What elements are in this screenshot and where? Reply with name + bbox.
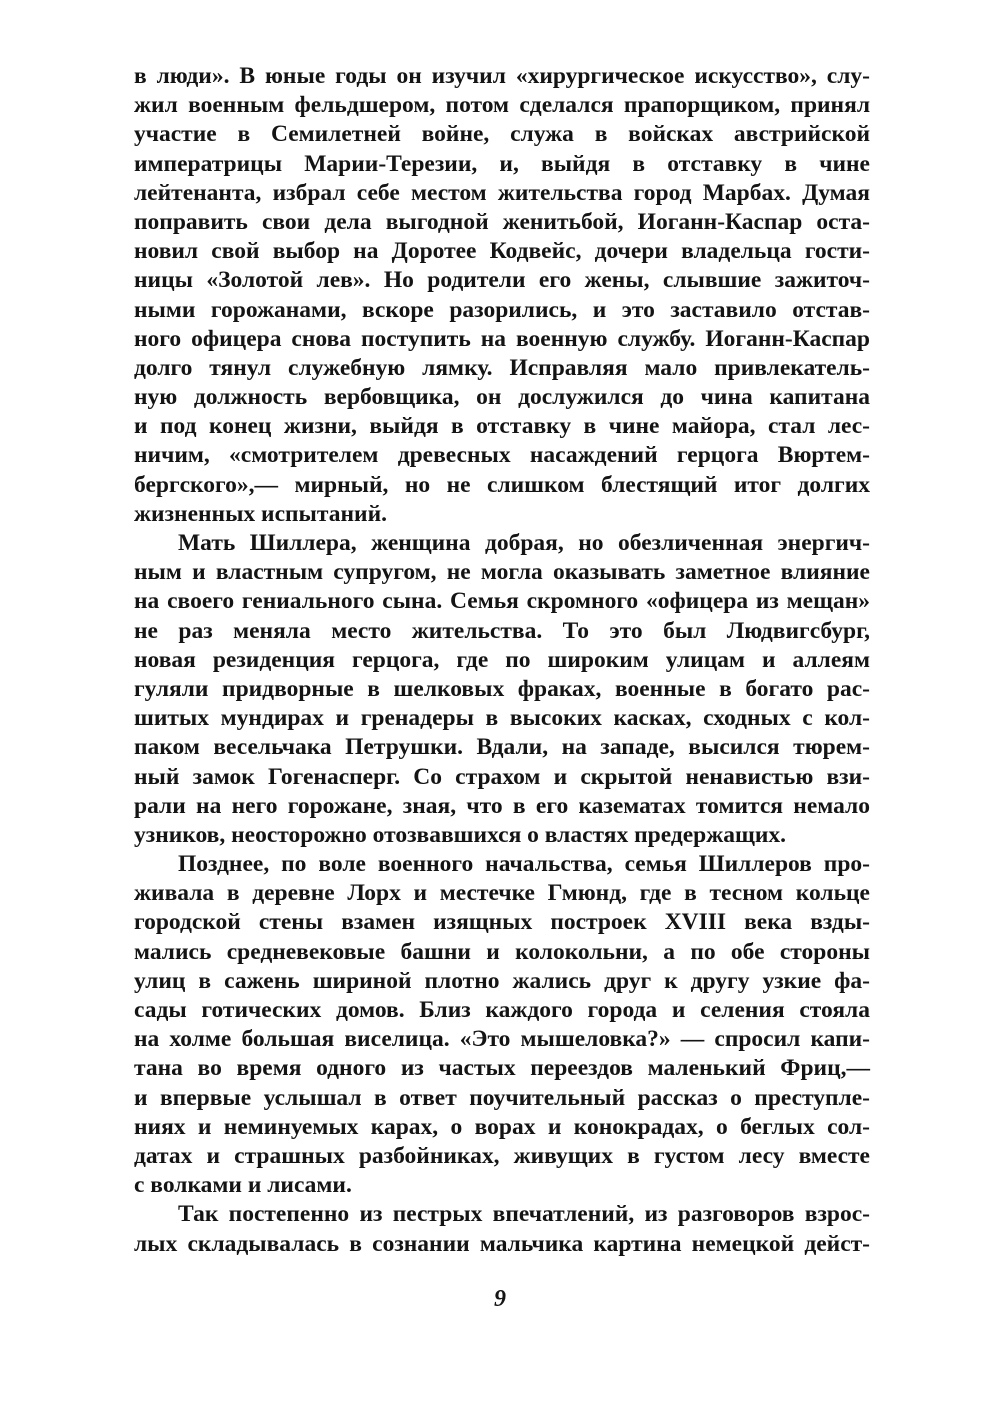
- text-line: живала в деревне Лорх и местечке Гмюнд, где в тесном кольце: [134, 880, 870, 907]
- text-line: мались средневековые башни и колокольни, а по обе стороны: [134, 938, 870, 965]
- text-line: ниях и неминуемых карах, о ворах и конокрадах, о беглых сол-: [134, 1113, 870, 1140]
- text-line: и впервые услышал в ответ поучительный рассказ о преступле-: [134, 1084, 870, 1111]
- paragraph: [134, 1200, 870, 1258]
- text-line: ничим, «смотрителем древесных насаждений герцога Вюртем-: [134, 442, 870, 469]
- body-text: [134, 62, 870, 1259]
- text-line: узников, неосторожно отозвавшихся о властях предержащих.: [134, 821, 787, 848]
- text-line: ную должность вербовщика, он дослужился до чина капитана: [134, 384, 870, 411]
- text-line: тана во время одного из частых переездов маленький Фриц,—: [134, 1055, 870, 1082]
- text-line: новая резиденция герцога, где по широким улицам и аллеям: [134, 646, 870, 673]
- text-line: поправить свои дела выгодной женитьбой, Иоганн-Каспар оста-: [134, 208, 870, 235]
- text-line: долго тянул служебную лямку. Исправляя мало привлекатель-: [134, 354, 870, 381]
- text-line: и под конец жизни, выйдя в отставку в чине майора, стал лес-: [134, 413, 870, 440]
- text-line: паком весельчака Петрушки. Вдали, на западе, высился тюрем-: [134, 734, 870, 761]
- text-line: Позднее, по воле военного начальства, семья Шиллеров про-: [178, 851, 870, 878]
- text-line: датах и страшных разбойниках, живущих в густом лесу вместе: [134, 1142, 870, 1169]
- text-line: на холме большая виселица. «Это мышеловка?» — спросил капи-: [134, 1026, 870, 1053]
- text-line: лых складывалась в сознании мальчика картина немецкой дейст-: [134, 1230, 870, 1257]
- paragraph: [134, 850, 870, 1200]
- text-line: улиц в сажень шириной плотно жались друг к другу узкие фа-: [134, 967, 870, 994]
- text-line: на своего гениального сына. Семья скромного «офицера из мещан»: [134, 588, 870, 615]
- text-line: императрицы Марии-Терезии, и, выйдя в отставку в чине: [134, 150, 870, 177]
- text-line: не раз меняла место жительства. То это был Людвигсбург,: [134, 617, 870, 644]
- text-line: ными горожанами, вскоре разорились, и это заставило отстав-: [134, 296, 870, 323]
- text-line: жизненных испытаний.: [134, 500, 387, 527]
- text-line: участие в Семилетней войне, служа в войсках австрийской: [134, 121, 870, 148]
- text-line: бергского»,— мирный, но не слишком блестящий итог долгих: [134, 471, 870, 498]
- text-line: рали на него горожане, зная, что в его казематах томится немало: [134, 792, 870, 819]
- text-line: ным и властным супругом, не могла оказывать заметное влияние: [134, 559, 870, 586]
- text-line: новил свой выбор на Доротее Кодвейс, дочери владельца гости-: [134, 238, 870, 265]
- page-number: 9: [494, 1286, 506, 1312]
- text-line: жил военным фельдшером, потом сделался прапорщиком, принял: [134, 92, 870, 119]
- text-line: в люди». В юные годы он изучил «хирургическое искусство», слу-: [134, 63, 870, 89]
- paragraph: [134, 529, 870, 850]
- text-line: гуляли придворные в шелковых фраках, военные в богато рас-: [134, 675, 870, 702]
- text-line: Так постепенно из пестрых впечатлений, из разговоров взрос-: [178, 1201, 870, 1228]
- text-line: ного офицера снова поступить на военную службу. Иоганн-Каспар: [134, 325, 870, 352]
- text-line: ницы «Золотой лев». Но родители его жены, слывшие зажиточ-: [134, 267, 870, 294]
- text-line: сады готических домов. Близ каждого города и селения стояла: [134, 997, 870, 1023]
- text-line: ный замок Гогенасперг. Со страхом и скрытой ненавистью взи-: [134, 763, 870, 790]
- text-line: лейтенанта, избрал себе местом жительства город Марбах. Думая: [134, 179, 870, 206]
- text-line: шитых мундирах и гренадеры в высоких касках, сходных с кол-: [134, 705, 870, 732]
- text-line: городской стены взамен изящных построек XVIII века взды-: [134, 909, 870, 936]
- paragraph: [134, 62, 870, 529]
- text-line: с волками и лисами.: [134, 1172, 352, 1199]
- text-line: Мать Шиллера, женщина добрая, но обезличенная энергич-: [178, 530, 870, 556]
